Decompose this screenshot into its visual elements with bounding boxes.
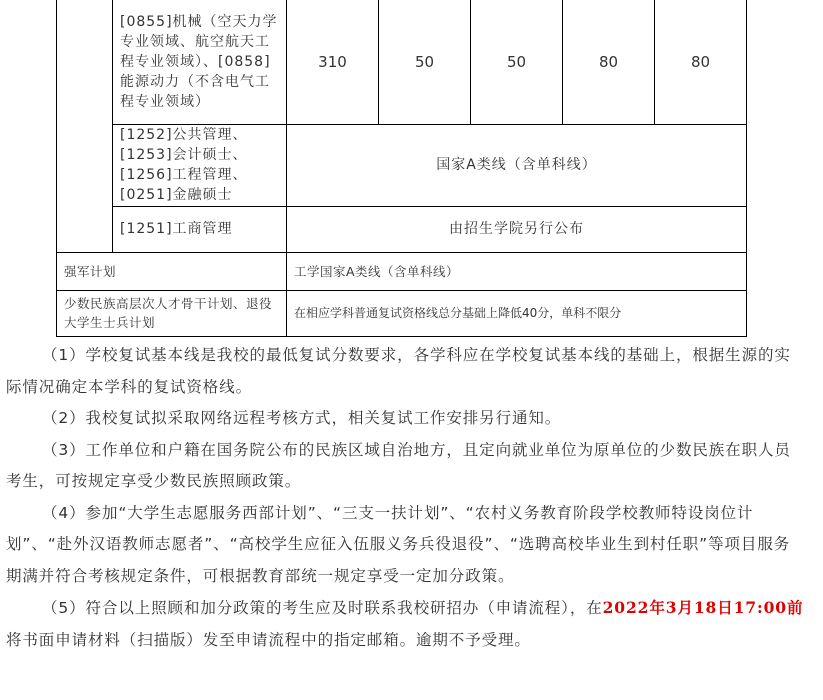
note-paragraph-3: （3）工作单位和户籍在国务院公布的民族区域自治地方，且定向就业单位为原单位的少数民族在职人员考生，可按规定享受少数民族照顾政策。 — [6, 440, 791, 490]
major-cell: [1252]公共管理、[1253]会计硕士、[1256]工程管理、[0251]金融硕士 — [113, 124, 287, 206]
subject2-score-cell: 80 — [655, 0, 747, 124]
score-table — [56, 0, 747, 337]
politics-score-cell: 50 — [379, 0, 471, 124]
table-row — [57, 206, 747, 252]
table-row — [57, 290, 747, 336]
deadline-highlight: 2022年3月18日17:00前 — [602, 598, 804, 617]
table-row — [57, 252, 747, 290]
total-score-cell: 310 — [287, 0, 379, 124]
english-score-cell: 50 — [471, 0, 563, 124]
category-cell-blank — [57, 0, 113, 252]
table-row — [57, 124, 747, 206]
score-note-cell: 由招生学院另行公布 — [287, 206, 747, 252]
note-paragraph-2: （2）我校复试拟采取网络远程考核方式，相关复试工作安排另行通知。 — [42, 409, 562, 427]
note-5-text-before: （5）符合以上照顾和加分政策的考生应及时联系我校研招办（申请流程），在 — [42, 599, 603, 617]
score-note-cell: 国家A类线（含单科线） — [287, 124, 747, 206]
subject1-score-cell: 80 — [563, 0, 655, 124]
note-paragraph-5 — [6, 592, 806, 656]
notes-section — [6, 340, 806, 656]
special-note-cell: 在相应学科普通复试资格线总分基础上降低40分，单科不限分 — [287, 290, 747, 336]
note-paragraph-1: （1）学校复试基本线是我校的最低复试分数要求，各学科应在学校复试基本线的基础上，根据生源的实际情况确定本学科的复试资格线。 — [6, 346, 791, 396]
table-row — [57, 0, 747, 124]
special-note-cell: 工学国家A类线（含单科线） — [287, 252, 747, 290]
major-cell: [0855]机械（空天力学专业领域、航空航天工程专业领域）、[0858]能源动力（不含电气工程专业领域） — [113, 0, 287, 124]
note-paragraph-4: （4）参加“大学生志愿服务西部计划”、“三支一扶计划”、“农村义务教育阶段学校教师特设岗位计划”、“赴外汉语教师志愿者”、“高校学生应征入伍服义务兵役退役”、“选聘高校毕业生到村任职”等项目服务期满并符合考核规定条件，可根据教育部统一规定享受一定加分政策。 — [6, 503, 791, 585]
note-5-text-after: 将书面申请材料（扫描版）发至申请流程中的指定邮箱。逾期不予受理。 — [6, 630, 531, 649]
major-cell: [1251]工商管理 — [113, 206, 287, 252]
special-category-cell: 强军计划 — [57, 252, 287, 290]
special-category-cell: 少数民族高层次人才骨干计划、退役大学生士兵计划 — [57, 290, 287, 336]
